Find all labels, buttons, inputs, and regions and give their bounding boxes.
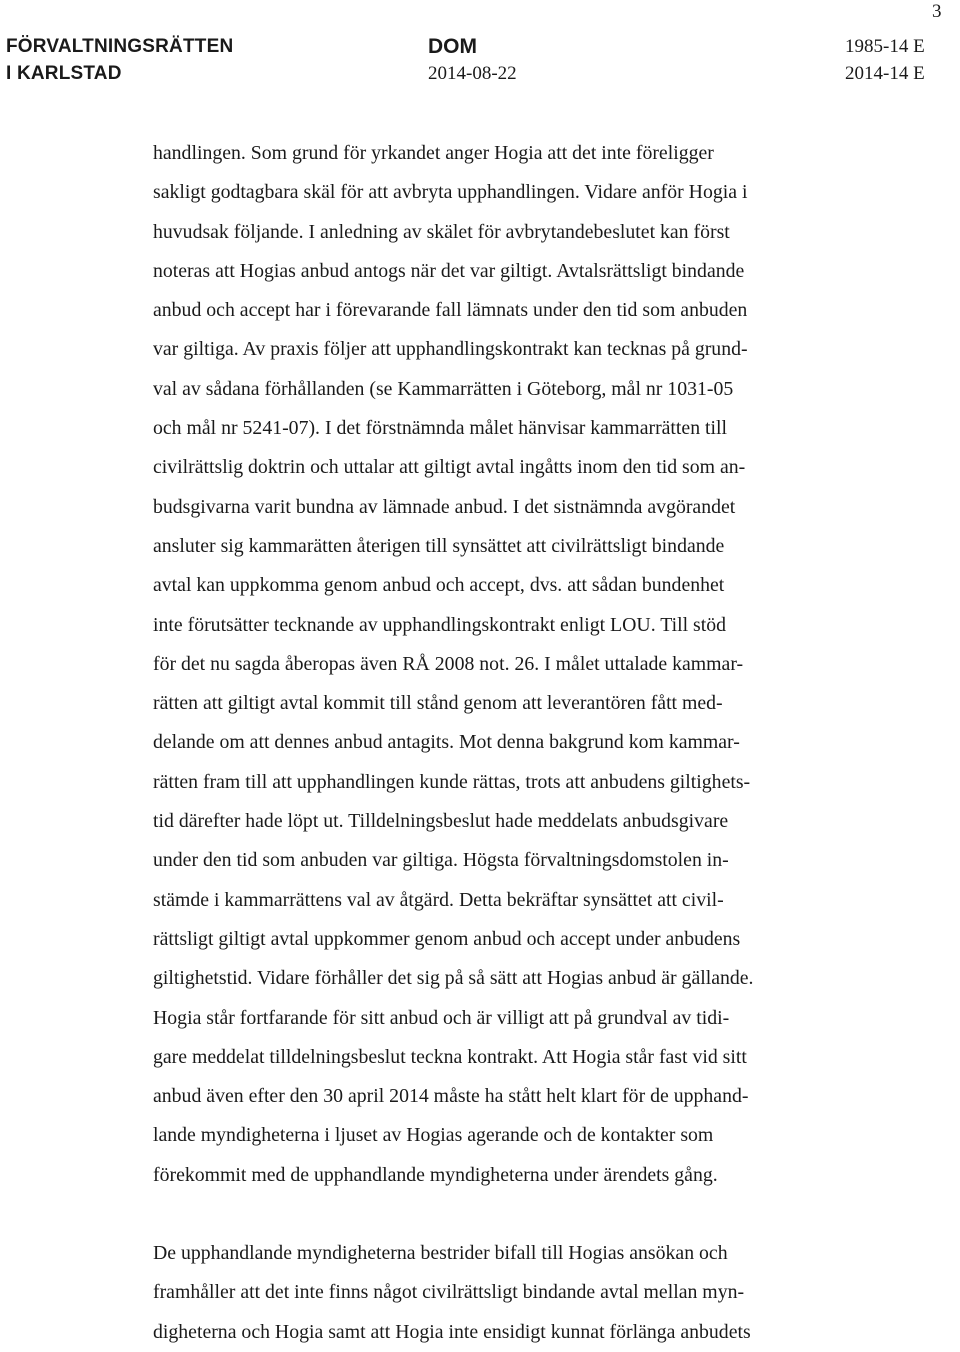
document-type-block	[428, 33, 517, 87]
text-line: Hogia står fortfarande för sitt anbud och är villigt att på grundval av tidi-	[153, 1006, 730, 1029]
text-line: avtal kan uppkomma genom anbud och accept, dvs. att sådan bundenhet	[153, 574, 725, 597]
text-line: inte förutsätter tecknande av upphandlingskontrakt enligt LOU. Till stöd	[153, 613, 727, 636]
text-line: De upphandlande myndigheterna bestrider bifall till Hogias ansökan och	[153, 1242, 728, 1264]
text-line: stämde i kammarrättens val av åtgärd. Detta bekräftar synsättet att civil-	[153, 888, 724, 911]
text-line: handlingen. Som grund för yrkandet anger Hogia att det inte föreligger	[153, 142, 714, 164]
page-number: 3	[932, 1, 942, 22]
text-line: rätten att giltigt avtal kommit till stånd genom att leverantören fått med-	[153, 692, 723, 715]
text-line: giltighetstid. Vidare förhåller det sig på så sätt att Hogias anbud är gällande.	[153, 967, 754, 990]
text-line: förekommit med de upphandlande myndigheterna under ärendets gång.	[153, 1163, 718, 1186]
text-line: val av sådana förhållanden (se Kammarrätten i Göteborg, mål nr 1031-05	[153, 377, 734, 400]
case-numbers	[845, 33, 925, 87]
text-line: sakligt godtagbara skäl för att avbryta upphandlingen. Vidare anför Hogia i	[153, 181, 748, 204]
case-number-2: 2014-14 E	[845, 63, 925, 84]
text-line: anbud och accept har i förevarande fall lämnats under den tid som anbuden	[153, 299, 748, 322]
court-name	[6, 33, 233, 87]
text-line: för det nu sagda åberopas även RÅ 2008 not. 26. I målet uttalade kammar-	[153, 652, 744, 675]
paragraph-2	[153, 1234, 751, 1352]
text-line: under den tid som anbuden var giltiga. Högsta förvaltningsdomstolen in-	[153, 849, 729, 872]
text-line: rättsligt giltigt avtal uppkommer genom anbud och accept under anbudens	[153, 927, 741, 950]
text-line: ansluter sig kammarätten återigen till synsättet att civilrättsligt bindande	[153, 534, 725, 557]
text-line: delande om att dennes anbud antagits. Mot denna bakgrund kom kammar-	[153, 731, 740, 754]
case-number-1: 1985-14 E	[845, 36, 925, 57]
court-name-line-2: I KARLSTAD	[6, 63, 122, 84]
text-line: civilrättslig doktrin och uttalar att giltigt avtal ingåtts inom den tid som an-	[153, 456, 746, 479]
document-date: 2014-08-22	[428, 63, 517, 84]
document-type: DOM	[428, 35, 477, 58]
text-line: tid därefter hade löpt ut. Tilldelningsbeslut hade meddelats anbudsgivare	[153, 810, 729, 833]
text-line: rätten fram till att upphandlingen kunde rättas, trots att anbudens giltighets-	[153, 770, 751, 793]
text-line: framhåller att det inte finns något civilrättsligt bindande avtal mellan myn-	[153, 1281, 745, 1304]
paragraph-1	[153, 134, 754, 1195]
text-line: och mål nr 5241-07). I det förstnämnda målet hänvisar kammarrätten till	[153, 417, 728, 440]
text-line: lande myndigheterna i ljuset av Hogias agerande och de kontakter som	[153, 1124, 714, 1147]
court-name-line-1: FÖRVALTNINGSRÄTTEN	[6, 36, 234, 57]
text-line: noteras att Hogias anbud antogs när det var giltigt. Avtalsrättsligt bindande	[153, 259, 745, 282]
text-line: var giltiga. Av praxis följer att upphandlingskontrakt kan tecknas på grund-	[153, 338, 748, 361]
text-line: huvudsak följande. I anledning av skälet för avbrytandebeslutet kan först	[153, 220, 730, 243]
text-line: budsgivarna varit bundna av lämnade anbud. I det sistnämnda avgörandet	[153, 495, 736, 518]
text-line: anbud även efter den 30 april 2014 måste ha stått helt klart för de upphand-	[153, 1085, 749, 1108]
text-line: digheterna och Hogia samt att Hogia inte ensidigt kunnat förlänga anbudets	[153, 1320, 751, 1343]
text-line: gare meddelat tilldelningsbeslut teckna kontrakt. Att Hogia står fast vid sitt	[153, 1045, 747, 1068]
